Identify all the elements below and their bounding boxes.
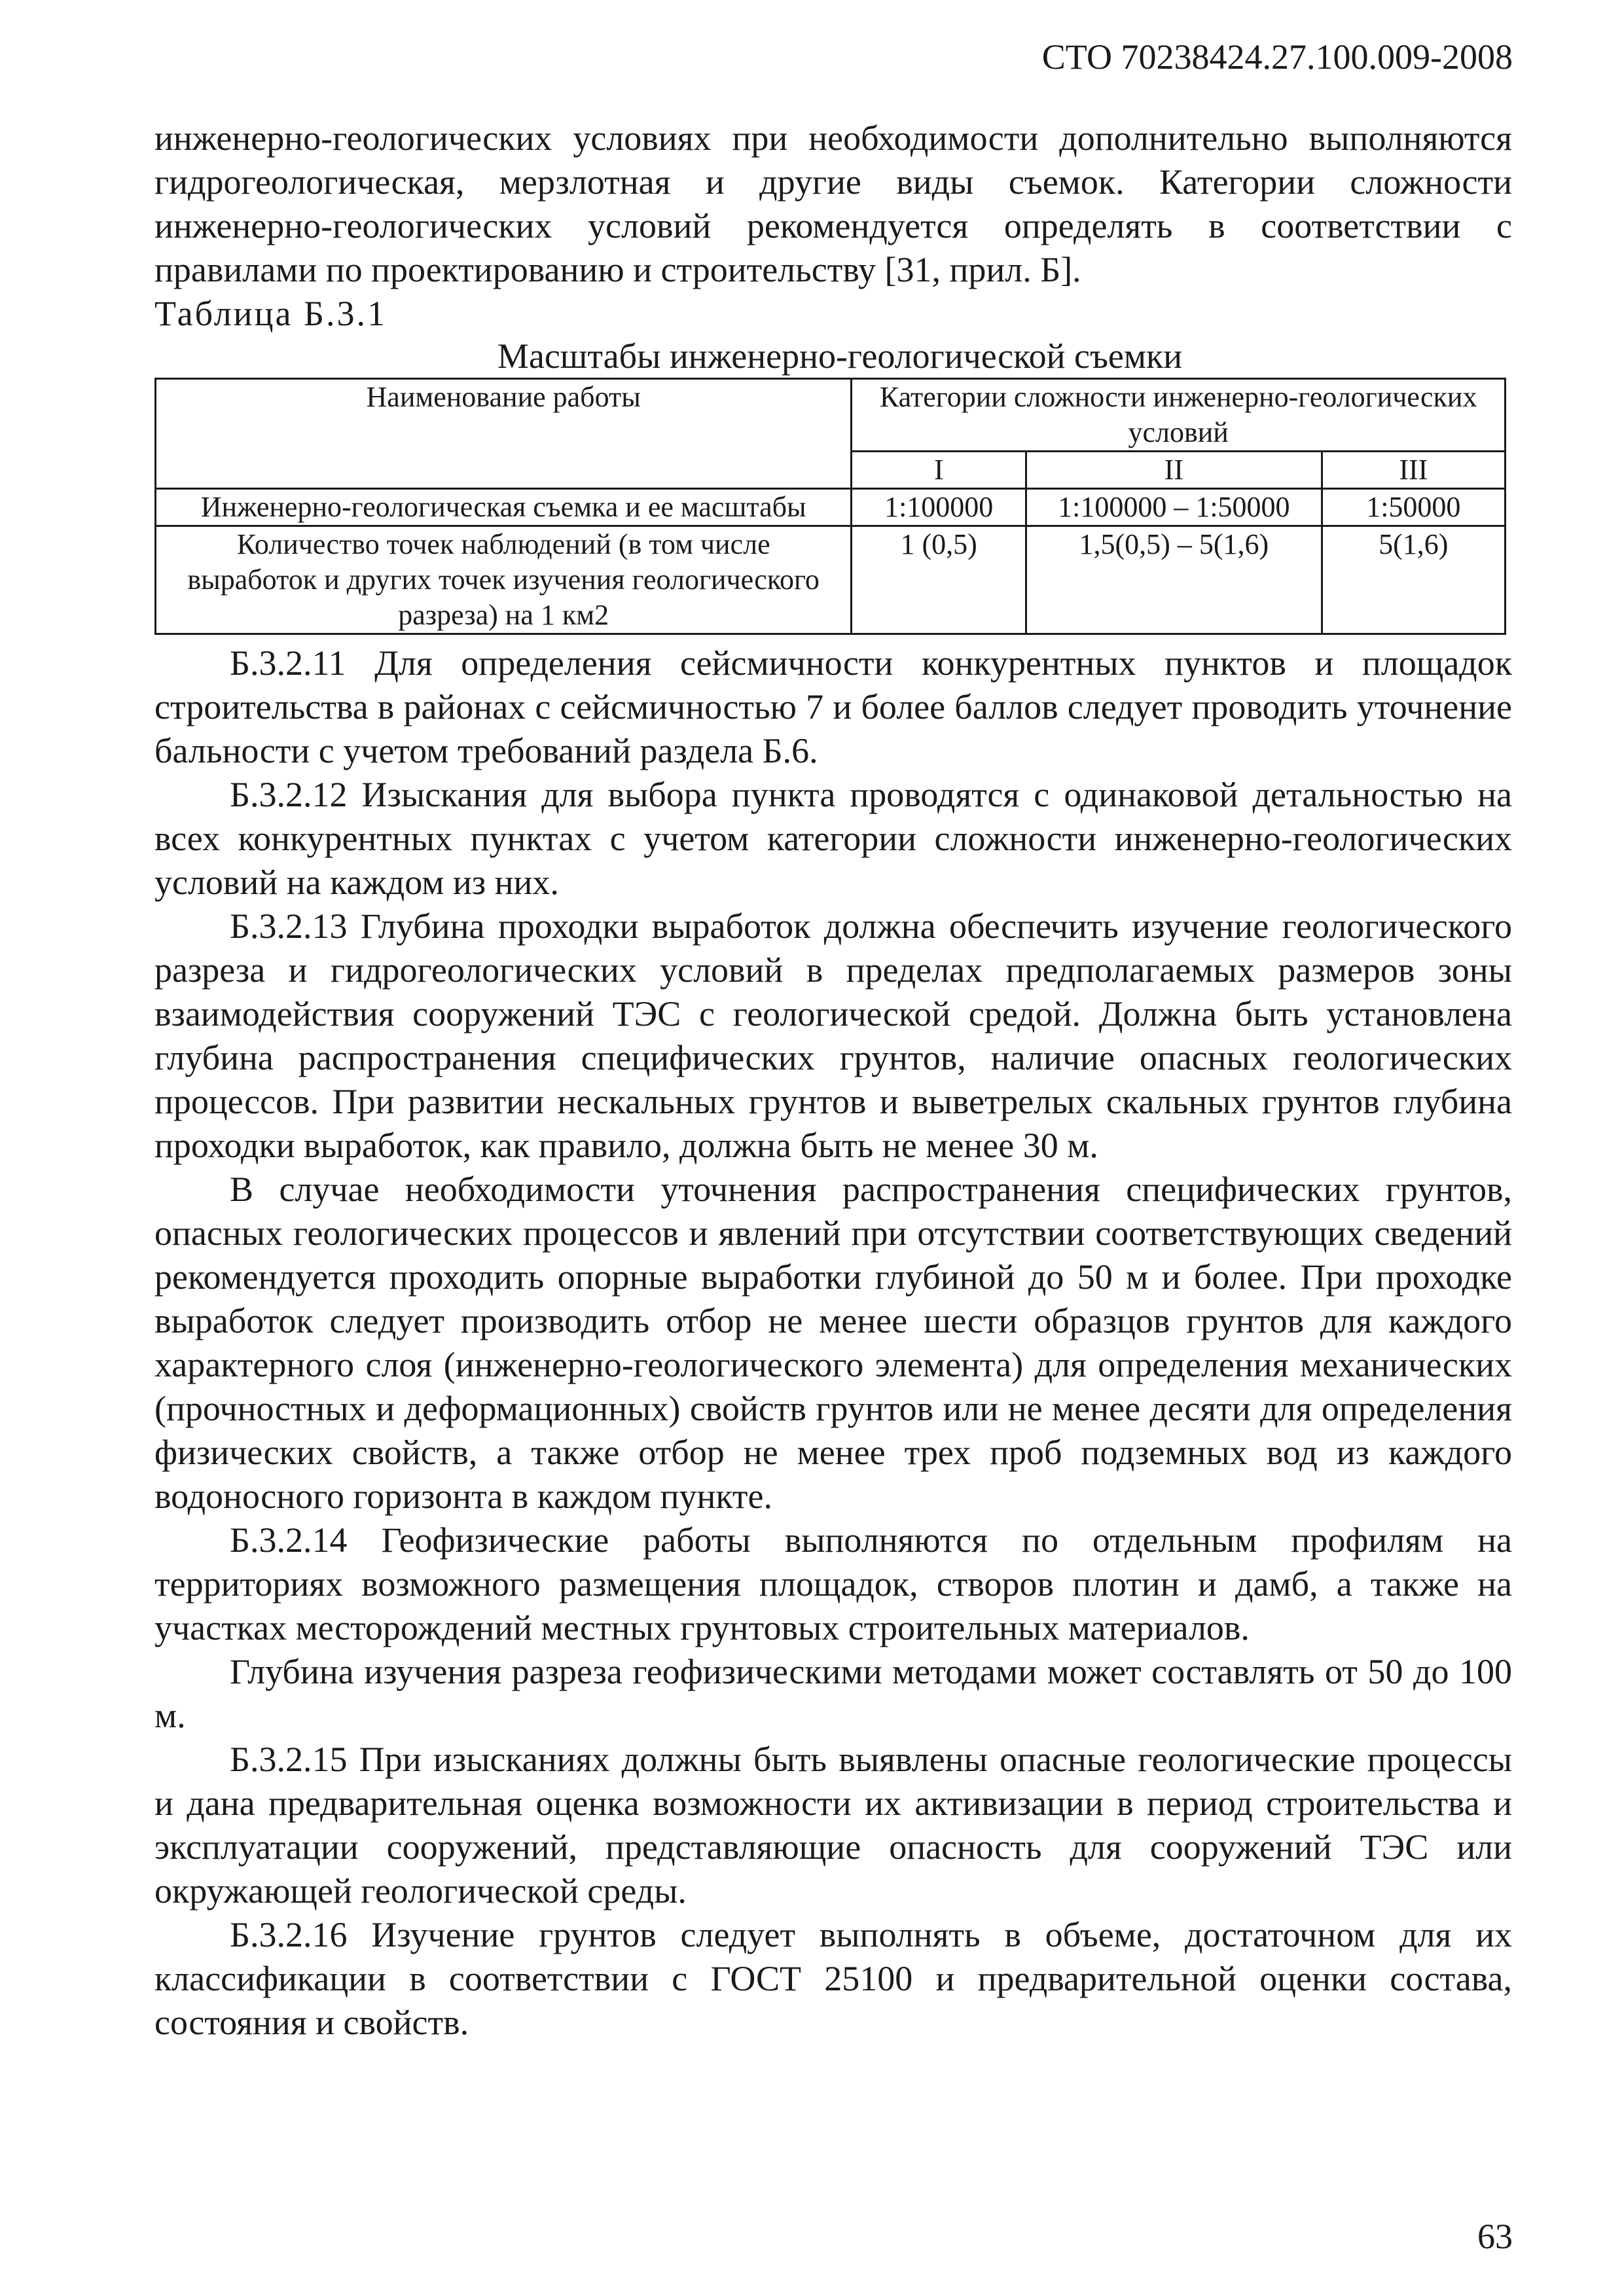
row-name: Инженерно-геологическая съемка и ее масштабы	[156, 489, 852, 526]
row-name: Количество точек наблюдений (в том числе выработок и других точек изучения геологического разреза) на 1 км2	[156, 526, 852, 634]
paragraph-b3215: Б.3.2.15 При изысканиях должны быть выявлены опасные геологические процессы и дана предварительная оценка возможности их активизации в период строительства и эксплуатации сооружений, представляющие опасность для сооружений ТЭС или окружающей геологической среды.	[154, 1740, 1512, 1910]
document-code: СТО 70238424.27.100.009-2008	[1041, 37, 1513, 77]
paragraph-b3213: Б.3.2.13 Глубина проходки выработок должна обеспечить изучение геологического разреза и гидрогеологических условий в пределах предполагаемых размеров зоны взаимодействия сооружений ТЭС с геологической средой. Должна быть установлена глубина распространения специфических грунтов, наличие опасных геологических процессов. При развитии нескальных грунтов и выветрелых скальных грунтов глубина проходки выработок, как правило, должна быть не менее 30 м.	[154, 906, 1512, 1165]
category-i: I	[852, 452, 1026, 489]
intro-paragraph: инженерно-геологических условиях при необходимости дополнительно выполняются гидрогеологическая, мерзлотная и другие виды съемок. Категории сложности инженерно-геологических условий рекомендуется определять в соответствии с правилами по проектированию и строительству [31, прил. Б].	[154, 118, 1512, 289]
header-complexity-categories: Категории сложности инженерно-геологических условий	[852, 379, 1506, 452]
paragraph-b3216: Б.3.2.16 Изучение грунтов следует выполнять в объеме, достаточном для их классификации в соответствии с ГОСТ 25100 и предварительной оценки состава, состояния и свойств.	[154, 1915, 1512, 2042]
row-value-ii: 1,5(0,5) – 5(1,6)	[1026, 526, 1322, 634]
paragraph-specific-soils: В случае необходимости уточнения распространения специфических грунтов, опасных геологических процессов и явлений при отсутствии соответствующих сведений рекомендуется проходить опорные выработки глубиной до 50 м и более. При проходке выработок следует производить отбор не менее шести образцов грунтов для каждого характерного слоя (инженерно-геологического элемента) для определения механических (прочностных и деформационных) свойств грунтов или не менее десяти для определения физических свойств, а также отбор не менее трех проб подземных вод из каждого водоносного горизонта в каждом пункте.	[154, 1170, 1512, 1516]
row-value-i: 1:100000	[852, 489, 1026, 526]
table-header-row	[156, 379, 1506, 452]
paragraph-geophysics-depth: Глубина изучения разреза геофизическими методами может составлять от 50 до 100 м.	[154, 1652, 1512, 1735]
category-ii: II	[1026, 452, 1322, 489]
page-number: 63	[1477, 2217, 1513, 2256]
row-value-iii: 5(1,6)	[1322, 526, 1505, 634]
paragraph-b3212: Б.3.2.12 Изыскания для выбора пункта проводятся с одинаковой детальностью на всех конкурентных пунктах с учетом категории сложности инженерно-геологических условий на каждом из них.	[154, 775, 1512, 902]
table-label: Таблица Б.3.1	[154, 294, 387, 333]
survey-scale-table	[154, 378, 1506, 635]
row-value-i: 1 (0,5)	[852, 526, 1026, 634]
header-work-name: Наименование работы	[156, 379, 852, 489]
row-value-ii: 1:100000 – 1:50000	[1026, 489, 1322, 526]
paragraph-b3214: Б.3.2.14 Геофизические работы выполняются по отдельным профилям на территориях возможного размещения площадок, створов плотин и дамб, а также на участках месторождений местных грунтовых строительных материалов.	[154, 1520, 1512, 1647]
paragraph-b3211: Б.3.2.11 Для определения сейсмичности конкурентных пунктов и площадок строительства в районах с сейсмичностью 7 и более баллов следует проводить уточнение бальности с учетом требований раздела Б.6.	[154, 643, 1512, 770]
table-row	[156, 526, 1506, 634]
category-iii: III	[1322, 452, 1505, 489]
row-value-iii: 1:50000	[1322, 489, 1505, 526]
page-content	[154, 117, 1512, 2045]
table-title: Масштабы инженерно-геологической съемки	[497, 336, 1183, 376]
table-row	[156, 489, 1506, 526]
